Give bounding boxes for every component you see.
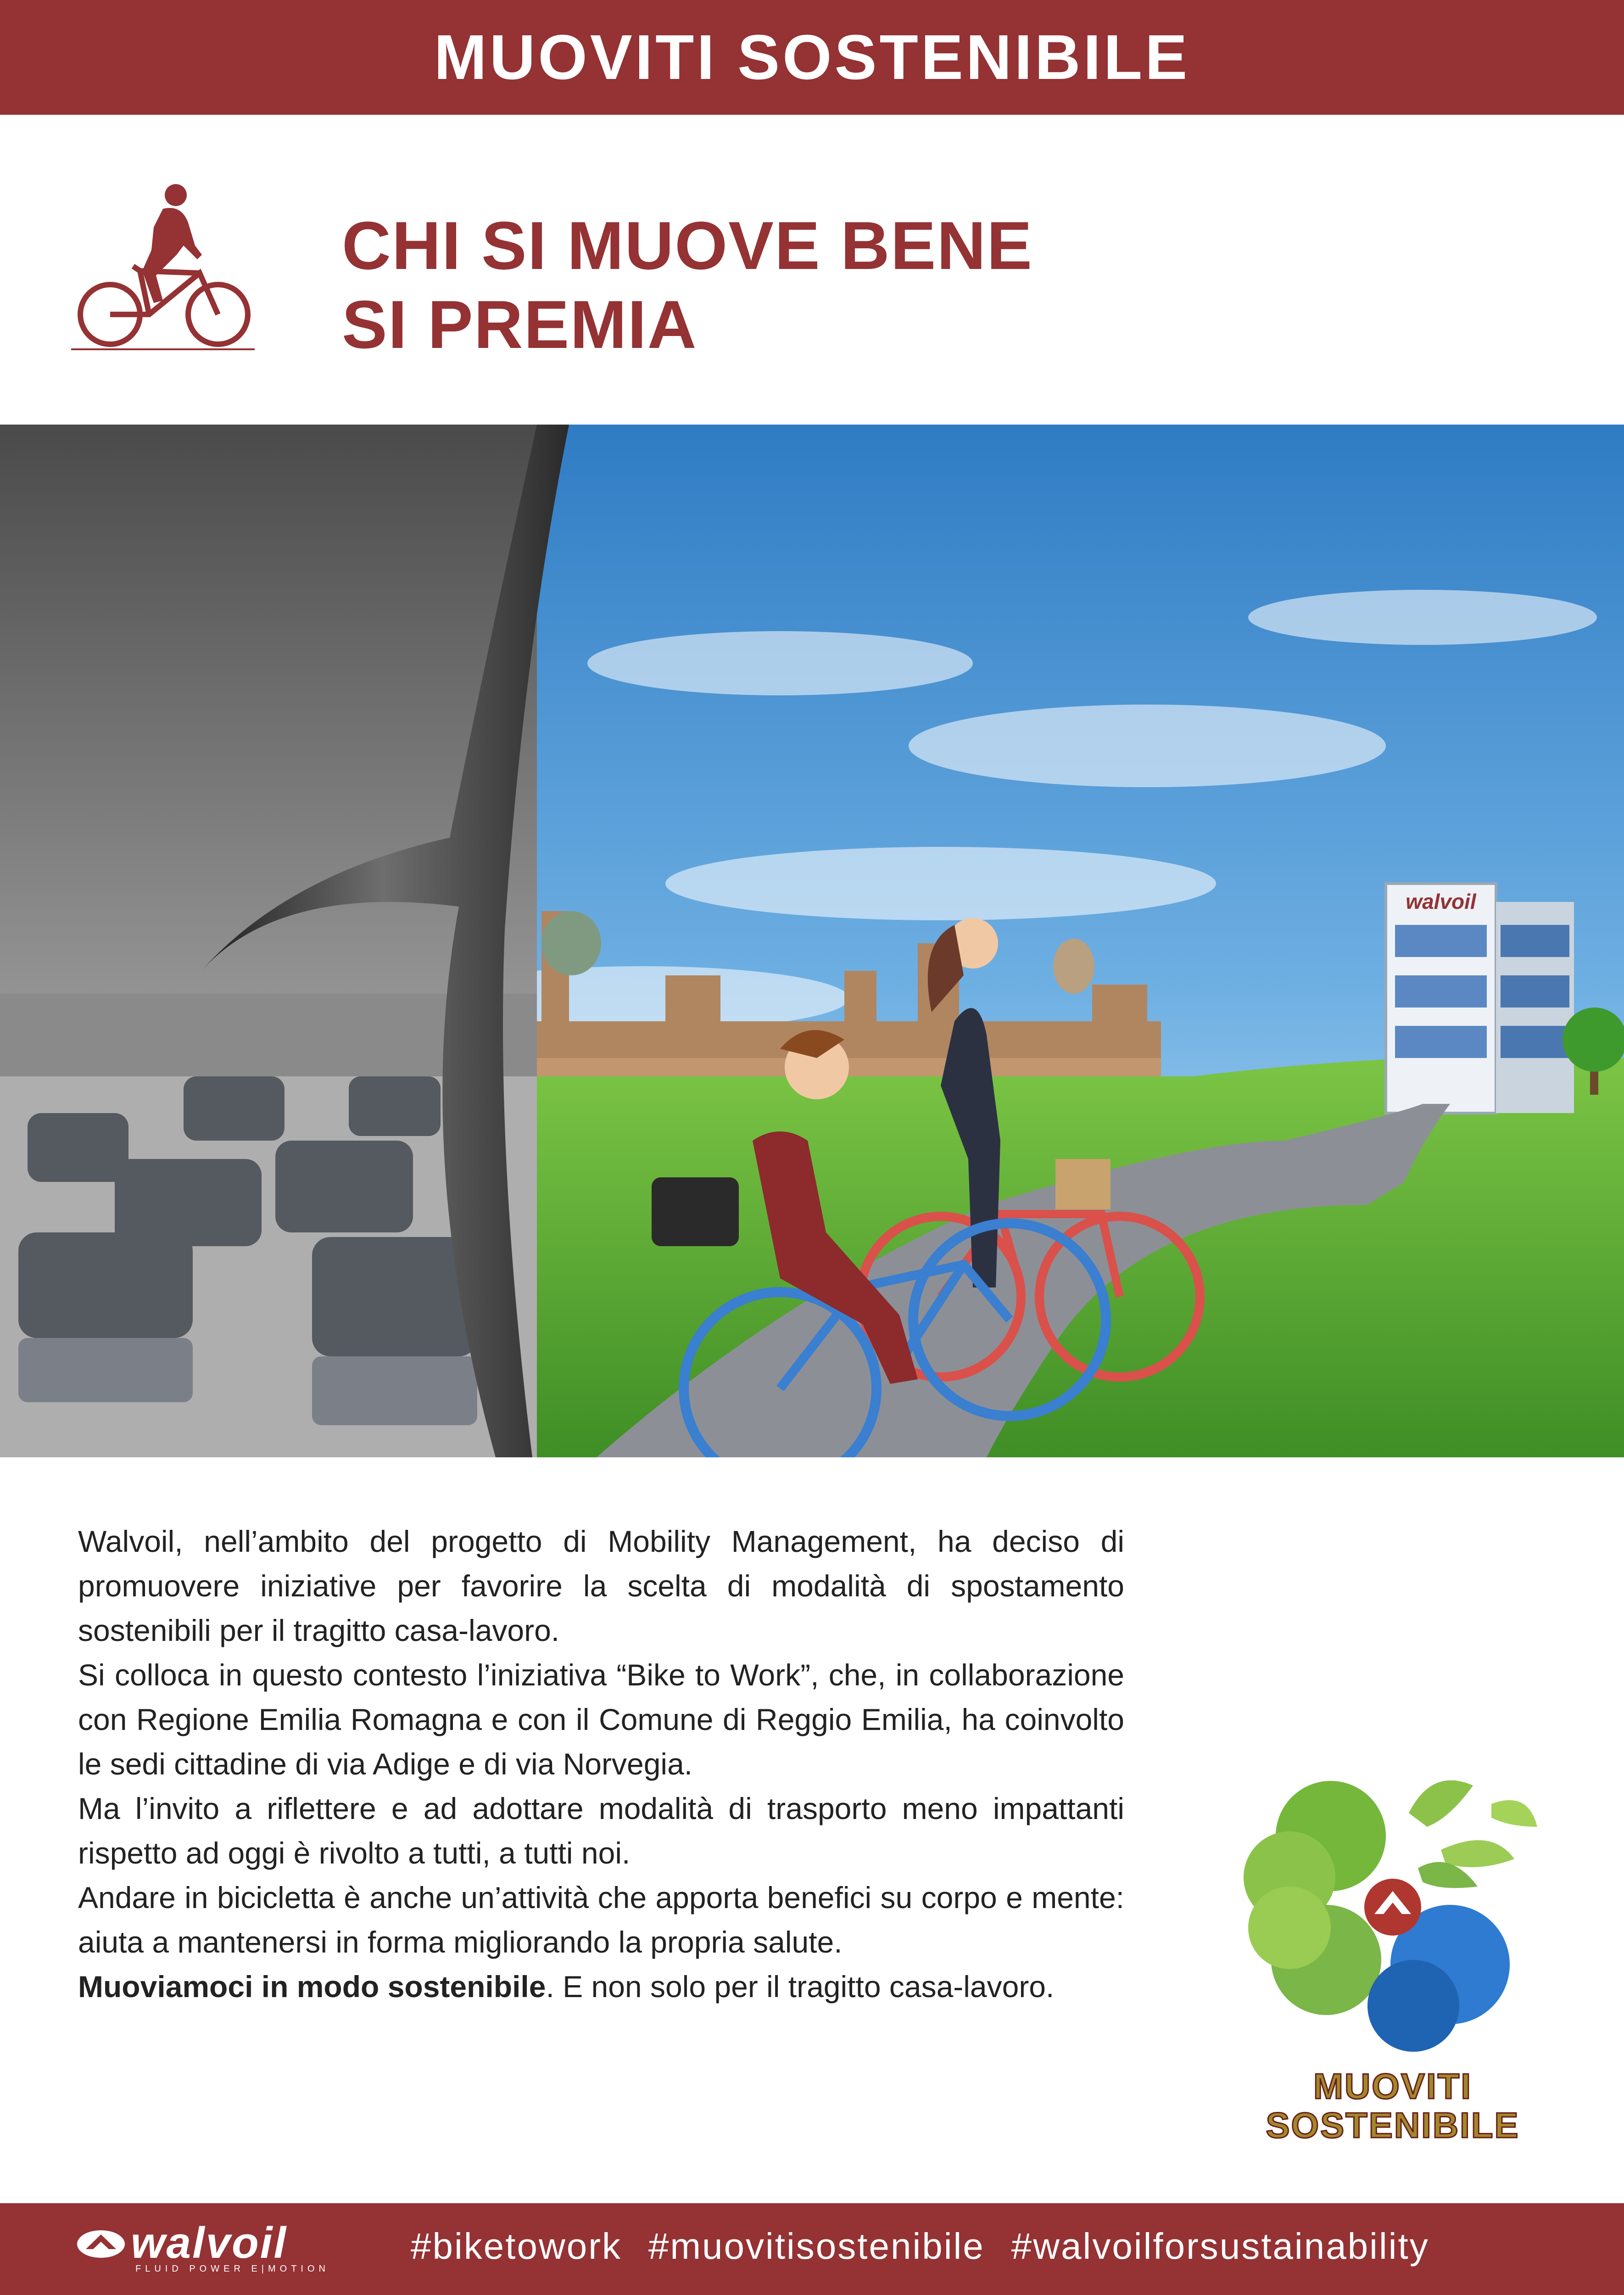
headline: [342, 207, 1033, 364]
top-banner: [0, 0, 1624, 115]
paragraph-2: Si colloca in questo contesto l’iniziativa “Bike to Work”, che, in collaborazione con Regione Emilia Romagna e con il Comune di Reggio Emilia, ha coinvolto le sedi cittadine di via Adige e di via Norvegia.: [78, 1658, 1124, 1781]
closing-bold: Muoviamoci in modo sostenibile: [78, 1970, 546, 2004]
clover-logo-icon: [1234, 1749, 1551, 2066]
cyclist-icon: [71, 177, 255, 351]
office-building: [1386, 884, 1574, 1113]
logo-line-2: SOSTENIBILE: [1266, 2105, 1520, 2145]
hero-illustration: [0, 425, 1624, 1457]
headline-line-1: CHI SI MUOVE BENE: [342, 208, 1033, 284]
bottom-banner: [0, 2203, 1624, 2295]
closing-rest: . E non solo per il tragitto casa-lavoro.: [546, 1970, 1055, 2004]
headline-line-2: SI PREMIA: [342, 287, 698, 363]
hashtags: [411, 2225, 1558, 2267]
hashtag-muovitisostenibile: #muovitisostenibile: [648, 2226, 985, 2267]
logo-line-1: MUOVITI: [1313, 2066, 1472, 2106]
walvoil-logo: [76, 2220, 351, 2279]
brand-name: walvoil: [131, 2218, 288, 2267]
paragraph-closing: [78, 1965, 1124, 2009]
hashtag-biketowork: #biketowork: [411, 2226, 622, 2267]
paragraph-3: Ma l’invito a riflettere e ad adottare modalità di trasporto meno impattanti rispetto ad oggi è rivolto a tutti, a tutti noi.: [78, 1791, 1124, 1870]
walvoil-mark-icon: [76, 2228, 126, 2260]
banner-title: MUOVITI SOSTENIBILE: [434, 22, 1190, 93]
hashtag-walvoilforsustainability: #walvoilforsustainability: [1011, 2226, 1429, 2267]
paragraph-1: Walvoil, nell’ambito del progetto di Mobility Management, ha deciso di promuovere iniziative per favorire la scelta di modalità di spostamento sostenibili per il tragitto casa-lavoro.: [78, 1524, 1124, 1647]
sustainability-logo: [1234, 1749, 1551, 2144]
body-text: [78, 1519, 1124, 2009]
brand-tagline: FLUID POWER E|MOTION: [135, 2264, 329, 2274]
building-sign: walvoil: [1406, 890, 1476, 913]
paragraph-4: Andare in bicicletta è anche un’attività che apporta benefici su corpo e mente: aiuta a mantenersi in forma migliorando la propria salute.: [78, 1881, 1124, 1959]
